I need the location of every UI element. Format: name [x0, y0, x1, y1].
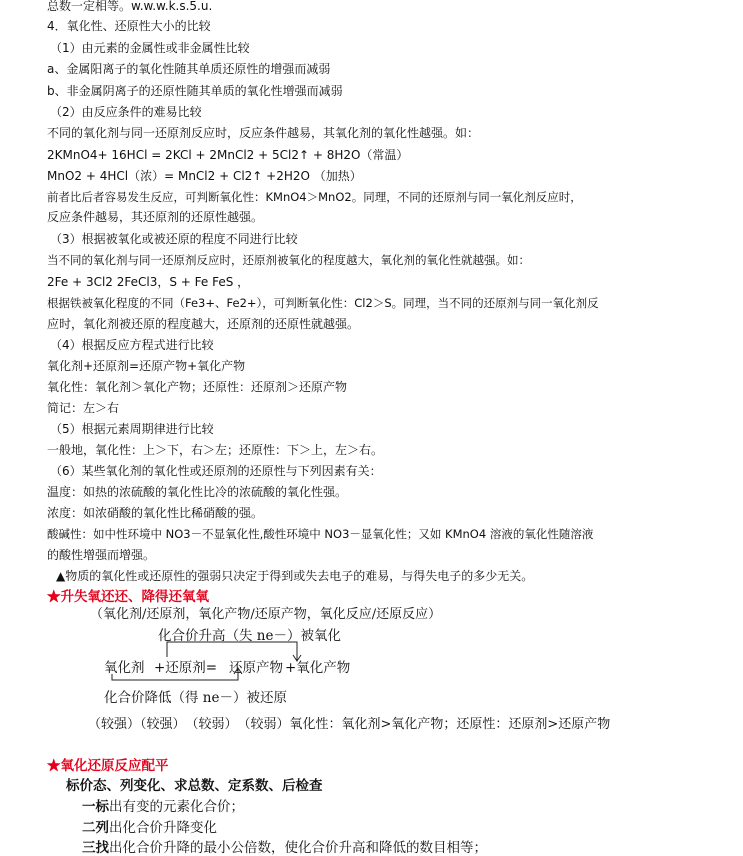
step-lead: 三找	[82, 840, 109, 856]
text-line: 氧化性：氧化剂＞氧化产物；还原性：还原剂＞还原产物	[47, 380, 348, 394]
heading-line: 4．氧化性、还原性大小的比较	[47, 19, 211, 33]
section-title: ★升失氧还还、降得还氧氧	[47, 589, 209, 605]
section-title: ★氧化还原反应配平	[47, 758, 169, 774]
eq-plus-reductant: +还原剂=	[154, 660, 218, 676]
text-line: 温度：如热的浓硫酸的氧化性比冷的浓硫酸的氧化性强。	[47, 485, 348, 499]
step-line	[82, 795, 244, 815]
step-line	[82, 816, 217, 836]
text-line: 氧化剂+还原剂=还原产物+氧化产物	[47, 359, 246, 373]
text-line: 反应条件越易，其还原剂的还原性越强。	[47, 210, 264, 224]
eq-plus-oxidation-product: +氧化产物	[285, 660, 351, 676]
text-line: 前者比后者容易发生反应，可判断氧化性：KMnO4＞MnO2。同理，不同的还原剂与同一氧化剂反应时，	[47, 190, 582, 204]
step-text: 出化合价升降的最小公倍数，使化合价升高和降低的数目相等；	[109, 840, 487, 856]
text-line: 不同的氧化剂与同一还原剂反应时，反应条件越易，其氧化剂的氧化性越强。如：	[47, 126, 480, 140]
text-line: a、金属阳离子的氧化性随其单质还原性的增强而减弱	[47, 62, 331, 76]
text-line: 的酸性增强而增强。	[47, 548, 156, 562]
step-text: 出化合价升降变化	[109, 820, 217, 836]
text-line: 浓度：如浓硝酸的氧化性比稀硝酸的强。	[47, 506, 264, 520]
text-line: 简记：左＞右	[47, 401, 120, 415]
step-text: 出有变的元素化合价；	[109, 799, 244, 815]
text-line: 应时，氧化剂被还原的程度越大，还原剂的还原性就越强。	[47, 317, 360, 331]
text-line: 总数一定相等。w.w.w.k.s.5.u.	[47, 0, 213, 13]
bottom-label: 化合价降低（得 ne－）被还原	[104, 690, 287, 706]
note-line: ▲物质的氧化性或还原性的强弱只决定于得到或失去电子的难易，与得失电子的多少无关。	[56, 569, 534, 583]
text-line: 酸碱性：如中性环境中 NO3－不显氧化性,酸性环境中 NO3－显氧化性；又如 KMnO4 溶液的氧化性随溶液	[47, 527, 594, 541]
subheading-line: （3）根据被氧化或被还原的程度不同进行比较	[50, 232, 298, 246]
step-lead: 一标	[82, 799, 109, 815]
step-line	[82, 836, 487, 856]
strength-row: （较强）（较强） （较弱） （较弱）氧化性：氧化剂>氧化产物；还原性：还原剂>还原产物	[88, 717, 611, 732]
equation-line: 2Fe + 3Cl2 2FeCl3，S + Fe FeS ，	[47, 275, 250, 289]
text-line: 当不同的氧化剂与同一还原剂反应时，还原剂被氧化的程度越大，氧化剂的氧化性就越强。如：	[47, 253, 530, 267]
equation-line: 2KMnO4+ 16HCl = 2KCl + 2MnCl2 + 5Cl2↑ + 8H2O（常温）	[47, 148, 409, 162]
steps-title: 标价态、列变化、求总数、定系数、后检查	[66, 778, 323, 794]
step-lead: 二列	[82, 820, 109, 836]
subheading-line: （4）根据反应方程式进行比较	[50, 338, 214, 352]
subheading-line: （2）由反应条件的难易比较	[50, 105, 202, 119]
top-label: 化合价升高（失 ne－）被氧化	[158, 628, 341, 644]
eq-oxidant: 氧化剂	[104, 660, 145, 676]
text-line: 一般地，氧化性：上＞下，右＞左；还原性：下＞上，左＞右。	[47, 443, 384, 457]
subheading-line: （1）由元素的金属性或非金属性比较	[50, 41, 250, 55]
equation-line: MnO2 + 4HCl（浓）= MnCl2 + Cl2↑ +2H2O （加热）	[47, 169, 362, 183]
text-line: 根据铁被氧化程度的不同（Fe3+、Fe2+），可判断氧化性：Cl2＞S。同理，当不同的还原剂与同一氧化剂反	[47, 296, 599, 310]
reduction-arrow	[112, 669, 238, 680]
oxidation-arrow	[167, 642, 297, 660]
text-line: b、非金属阴离子的还原性随其单质的氧化性增强而减弱	[47, 84, 343, 98]
eq-reduction-product: 还原产物	[229, 660, 283, 676]
section-subtitle: （氧化剂/还原剂，氧化产物/还原产物，氧化反应/还原反应）	[90, 607, 442, 622]
subheading-line: （5）根据元素周期律进行比较	[50, 422, 214, 436]
subheading-line: （6）某些氧化剂的氧化性或还原剂的还原性与下列因素有关：	[50, 464, 382, 478]
